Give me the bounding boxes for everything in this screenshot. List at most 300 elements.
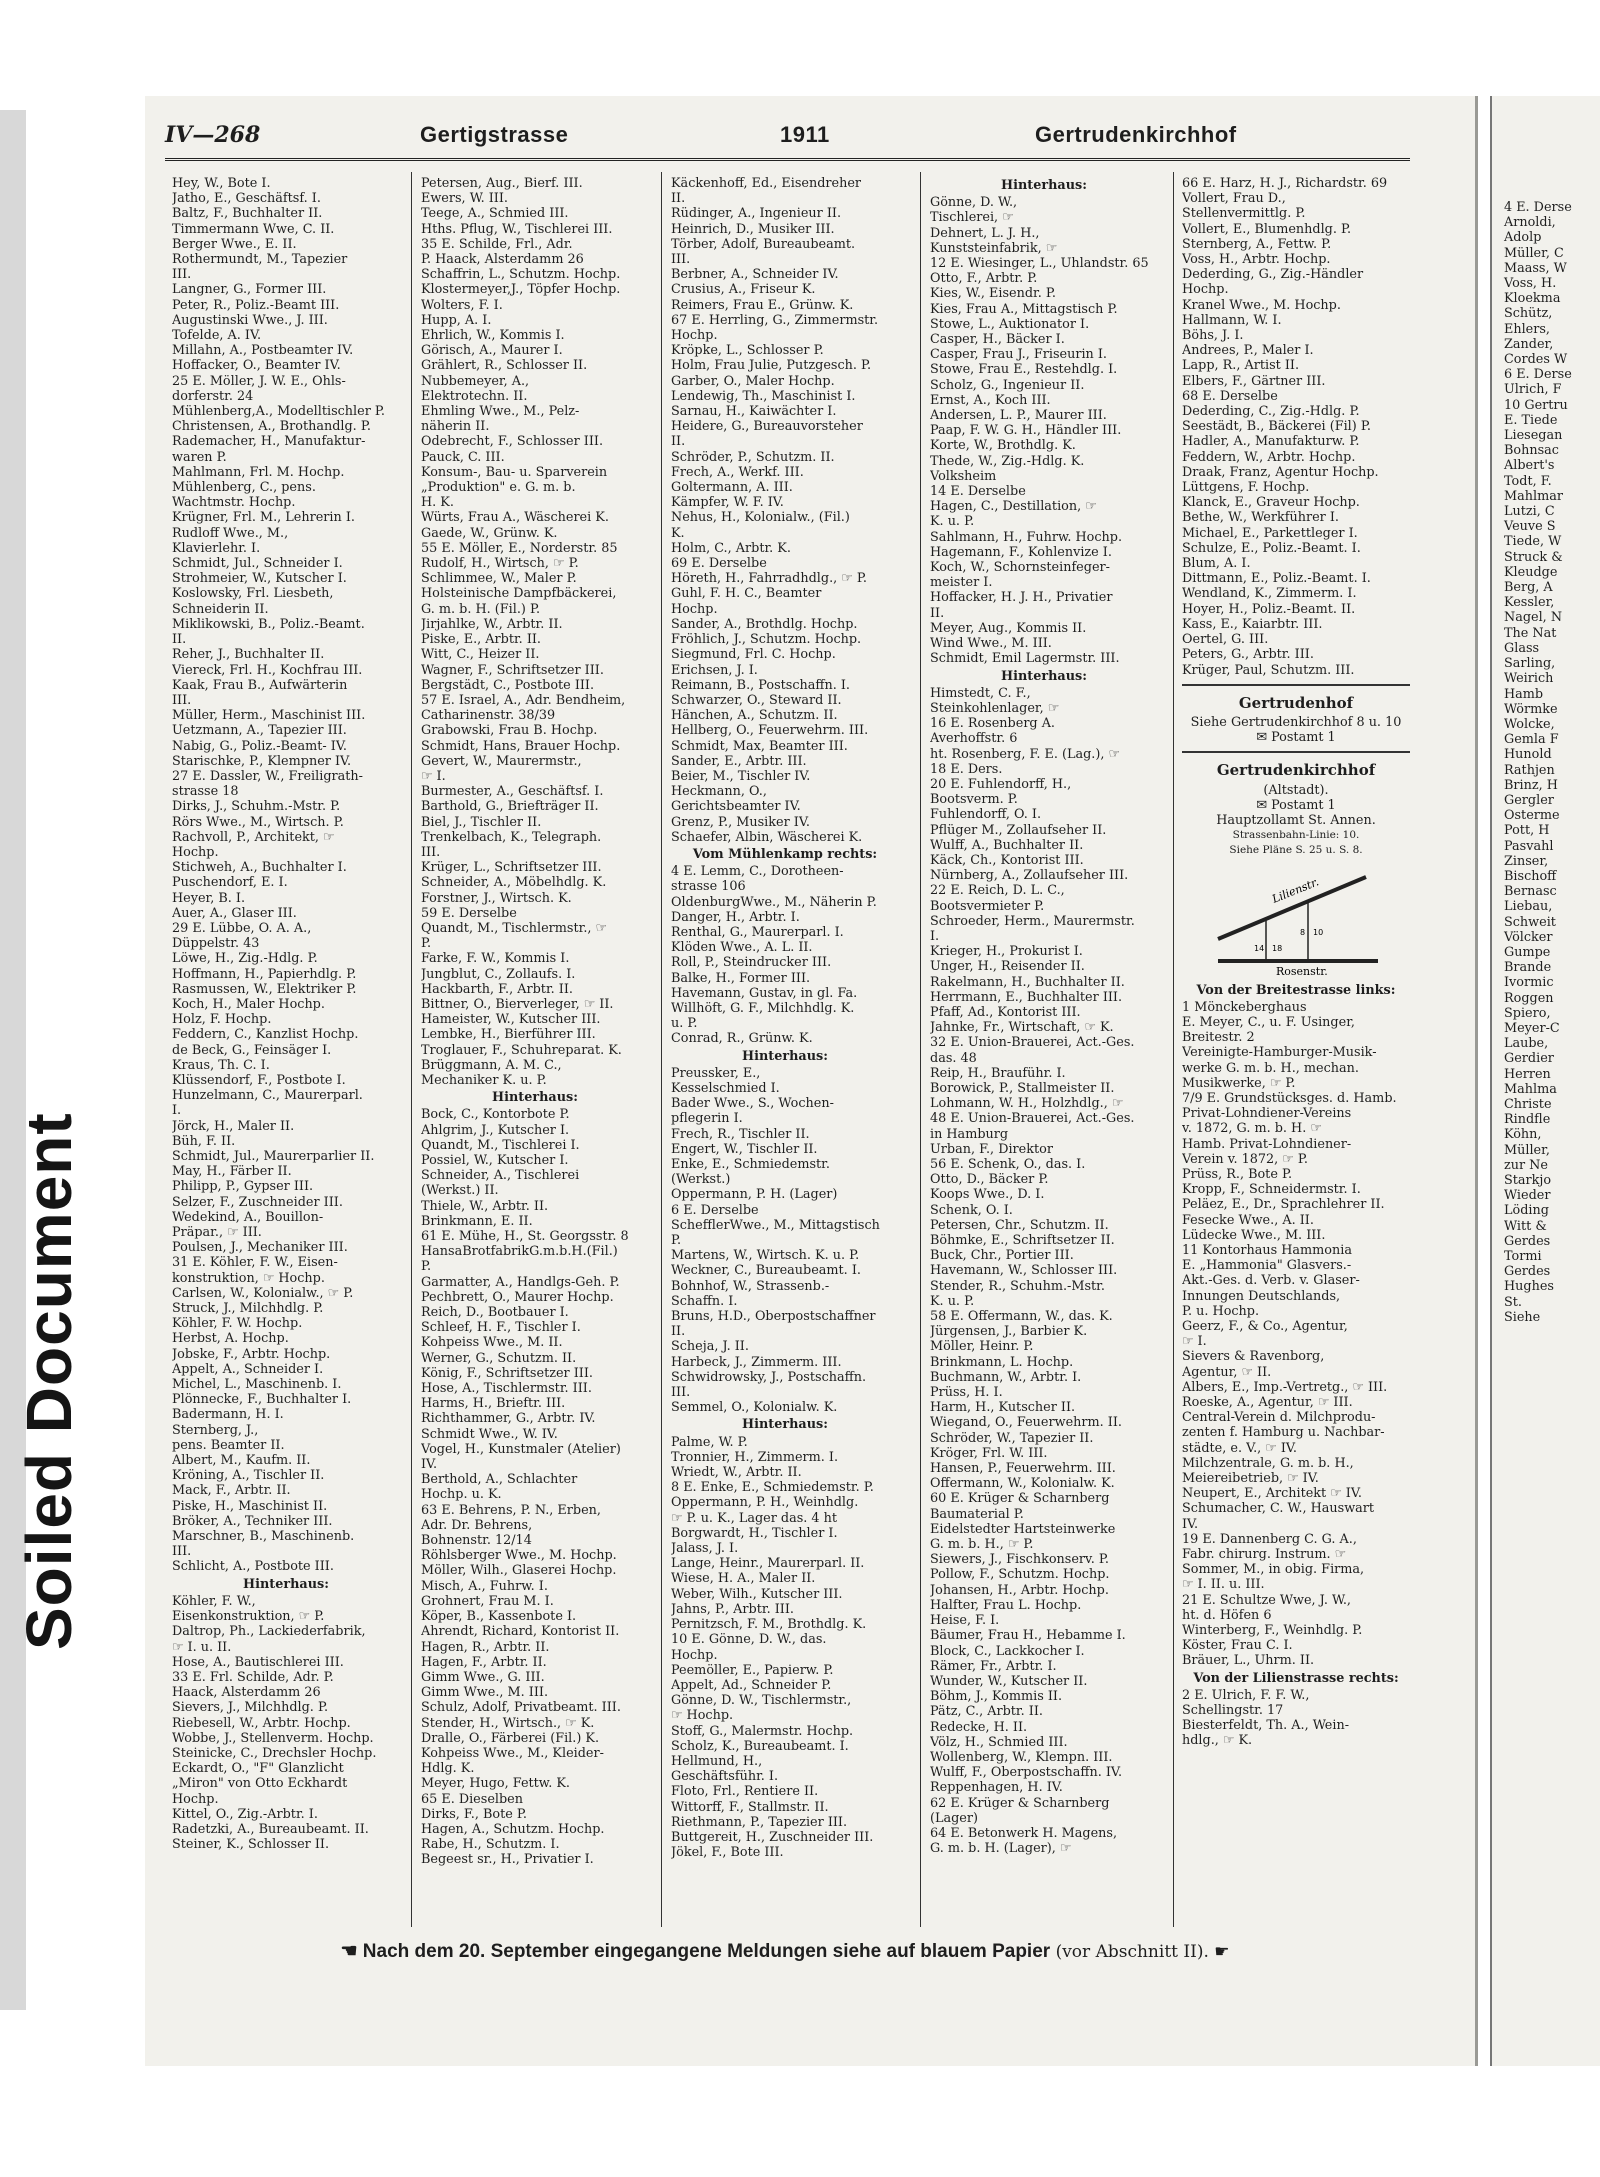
directory-entry: Schneider, A., Möbelhdlg. K. xyxy=(421,875,607,891)
next-page-fragment: Ehlers, xyxy=(1504,321,1551,337)
next-page-fragment: Zander, xyxy=(1504,336,1554,352)
directory-entry: Hochp. xyxy=(671,1647,718,1663)
next-page-fragment: Nagel, N xyxy=(1504,610,1563,626)
directory-entry: Böhs, J. I. xyxy=(1182,328,1244,344)
directory-entry: Borowick, P., Stallmeister II. xyxy=(930,1080,1115,1096)
directory-entry: Nehus, H., Kolonialw., (Fil.) xyxy=(671,510,850,526)
directory-entry: Schwarzer, O., Steward II. xyxy=(671,692,842,708)
next-page-fragment: Schütz, xyxy=(1504,306,1553,322)
next-page-fragment: Berg, A xyxy=(1504,580,1553,596)
next-page-fragment: Weirich xyxy=(1504,671,1554,687)
postamt-line: ✉ Postamt 1 xyxy=(1256,797,1336,813)
directory-entry: Himstedt, C. F., xyxy=(930,685,1031,701)
directory-entry: dorferstr. 24 xyxy=(172,388,254,404)
directory-entry: Reppenhagen, H. IV. xyxy=(930,1780,1063,1796)
directory-entry: Starischke, P., Klempner IV. xyxy=(172,753,352,769)
directory-entry: Kämpfer, W. F. IV. xyxy=(671,495,784,511)
directory-entry: Krieger, H., Prokurist I. xyxy=(930,944,1083,960)
column-rule xyxy=(411,172,412,1927)
directory-entry: Hänchen, A., Schutzm. II. xyxy=(671,708,838,724)
directory-entry: Stellenvermittlg. P. xyxy=(1182,206,1306,222)
year: 1911 xyxy=(780,122,830,147)
directory-entry: Akt.-Ges. d. Verb. v. Glaser- xyxy=(1182,1273,1360,1289)
directory-entry: Feddern, W., Arbtr. Hochp. xyxy=(1182,449,1356,465)
directory-entry: Heinrich, D., Musiker III. xyxy=(671,221,835,237)
directory-entry: Stichweh, A., Buchhalter I. xyxy=(172,860,347,876)
directory-entry: ☞ I. xyxy=(1182,1334,1207,1350)
directory-entry: Hallmann, W. I. xyxy=(1182,312,1282,328)
directory-entry: Mechaniker K. u. P. xyxy=(421,1072,547,1088)
column-2 xyxy=(421,176,649,1868)
street-map xyxy=(1196,865,1396,977)
directory-entry: Sander, A., Brothdlg. Hochp. xyxy=(671,616,858,632)
directory-entry: Ehrlich, W., Kommis I. xyxy=(421,328,565,344)
directory-entry: Schneiderin II. xyxy=(172,601,269,617)
directory-entry: III. xyxy=(421,844,441,860)
directory-entry: G. m. b. H., ☞ P. xyxy=(930,1537,1034,1553)
directory-entry: Hansen, P., Feuerwehrm. III. xyxy=(930,1461,1116,1477)
directory-entry: Christensen, A., Brothandlg. P. xyxy=(172,419,371,435)
directory-entry: Berbner, A., Schneider IV. xyxy=(671,267,839,283)
directory-entry: 69 E. Derselbe xyxy=(671,556,767,572)
next-page-fragment: Todt, F. xyxy=(1504,473,1552,489)
directory-entry: Wriedt, W., Arbtr. II. xyxy=(671,1465,802,1481)
directory-entry: Stowe, Frau E., Restehdlg. I. xyxy=(930,362,1118,378)
directory-entry: I. xyxy=(930,928,940,944)
page-number: IV—268 xyxy=(165,122,261,148)
directory-entry: Lapp, R., Artist II. xyxy=(1182,358,1300,374)
directory-entry: K. xyxy=(671,525,685,541)
directory-entry: Steinicke, C., Drechsler Hochp. xyxy=(172,1745,377,1761)
directory-entry: Kaak, Frau B., Aufwärterin xyxy=(172,677,348,693)
directory-entry: Erichsen, J. I. xyxy=(671,662,758,678)
next-page-fragment: Spiero, xyxy=(1504,1005,1551,1021)
directory-entry: Bader Wwe., S., Wochen- xyxy=(671,1096,834,1112)
directory-entry: 6 E. Derselbe xyxy=(671,1202,759,1218)
directory-entry: Kies, Frau A., Mittagstisch P. xyxy=(930,301,1118,317)
directory-entry: Hochp. xyxy=(172,1791,219,1807)
directory-entry: 63 E. Behrens, P. N., Erben, xyxy=(421,1502,601,1518)
directory-entry: Tofelde, A. IV. xyxy=(172,328,262,344)
directory-entry: Hameister, W., Kutscher III. xyxy=(421,1012,601,1028)
directory-entry: Siegmund, Frl. C. Hochp. xyxy=(671,647,836,663)
directory-entry: Klanck, E., Graveur Hochp. xyxy=(1182,495,1360,511)
directory-entry: 10 E. Gönne, D. W., das. xyxy=(671,1632,827,1648)
directory-entry: Casper, H., Bäcker I. xyxy=(930,332,1065,348)
directory-entry: Wunder, W., Kutscher II. xyxy=(930,1673,1088,1689)
next-page-fragment: Hunold xyxy=(1504,747,1552,763)
directory-entry: zenten f. Hamburg u. Nachbar- xyxy=(1182,1425,1385,1441)
next-page-fragment: Brinz, H xyxy=(1504,777,1558,793)
directory-entry: Holz, F. Hochp. xyxy=(172,1012,272,1028)
section-subheading: Hinterhaus: xyxy=(492,1090,578,1106)
directory-entry: Preussker, E., xyxy=(671,1065,761,1081)
directory-entry: Grohnert, Frau M. I. xyxy=(421,1593,554,1609)
directory-entry: Kohpeiss Wwe., M., Kleider- xyxy=(421,1745,604,1761)
next-page-fragment: Voss, H. xyxy=(1504,276,1557,292)
directory-entry: (Lager) xyxy=(930,1810,978,1826)
directory-entry: Pfaff, Ad., Kontorist III. xyxy=(930,1004,1081,1020)
directory-entry: Pauck, C. III. xyxy=(421,449,505,465)
directory-entry: Vereinigte-Hamburger-Musik- xyxy=(1182,1045,1377,1061)
gertrudenhof-postamt: ✉ Postamt 1 xyxy=(1256,730,1336,746)
directory-entry: Geerz, F., & Co., Agentur, xyxy=(1182,1319,1348,1334)
directory-entry: Lendewig, Th., Maschinist I. xyxy=(671,388,856,404)
directory-entry: näherin II. xyxy=(421,419,490,435)
directory-entry: Grenz, P., Musiker IV. xyxy=(671,814,810,830)
directory-entry: Johansen, H., Arbtr. Hochp. xyxy=(930,1582,1109,1598)
directory-entry: Fröhlich, J., Schutzm. Hochp. xyxy=(671,632,862,648)
house-number: 14 xyxy=(1254,943,1265,953)
directory-entry: Wulff, F., Oberpostschaffn. IV. xyxy=(930,1765,1123,1781)
directory-entry: Piske, H., Maschinist II. xyxy=(172,1498,328,1514)
directory-entry: 64 E. Betonwerk H. Magens, xyxy=(930,1825,1118,1841)
directory-entry: Urban, F., Direktor xyxy=(930,1141,1053,1157)
directory-entry: Reip, H., Brauführ. I. xyxy=(930,1065,1066,1081)
next-page-fragment: Liebau, xyxy=(1504,899,1553,915)
directory-entry: Klöden Wwe., A. L. II. xyxy=(671,940,813,956)
directory-entry: Schwidrowsky, J., Postschaffn. xyxy=(671,1369,867,1385)
column-3 xyxy=(671,176,899,1860)
directory-entry: Wittorff, F., Stallmstr. II. xyxy=(671,1799,829,1815)
directory-entry: Klostermeyer,J., Töpfer Hochp. xyxy=(421,282,621,298)
next-page-fragment: E. Tiede xyxy=(1504,412,1558,428)
directory-entry: Unger, H., Reisender II. xyxy=(930,959,1085,975)
directory-entry: Renthal, G., Maurerparl. I. xyxy=(671,924,844,940)
directory-entry: Lange, Heinr., Maurerparl. II. xyxy=(671,1556,865,1572)
next-page-fragment: Schweit xyxy=(1504,914,1556,930)
directory-entry: Jahnke, Fr., Wirtschaft, ☞ K. xyxy=(930,1020,1114,1036)
directory-entry: P. xyxy=(421,936,432,952)
directory-entry: ☞ I. xyxy=(421,768,446,784)
directory-entry: Pflüger M., Zollaufseher II. xyxy=(930,822,1107,838)
next-page-fragment: Müller, xyxy=(1504,1142,1550,1158)
directory-entry: Rabe, H., Schutzm. I. xyxy=(421,1837,560,1853)
directory-entry: Schmidt, Jul., Schneider I. xyxy=(172,556,343,572)
directory-entry: Harms, H., Brieftr. III. xyxy=(421,1396,566,1412)
house-number: 8 xyxy=(1300,927,1306,937)
directory-entry: Krügner, Frl. M., Lehrerin I. xyxy=(172,510,355,526)
directory-entry: Grabowski, Frau B. Hochp. xyxy=(421,723,598,739)
directory-entry: II. xyxy=(172,632,187,648)
directory-entry: Augustinski Wwe., J. III. xyxy=(172,312,328,328)
directory-entry: Pollow, F., Schutzm. Hochp. xyxy=(930,1567,1110,1583)
directory-entry: Begeest sr., H., Privatier I. xyxy=(421,1852,594,1868)
directory-entry: 62 E. Krüger & Scharnberg xyxy=(930,1795,1110,1811)
directory-entry: IV. xyxy=(421,1457,438,1473)
next-page-fragment: Roggen xyxy=(1504,990,1554,1006)
directory-entry: Winterberg, F., Weinhdlg. P. xyxy=(1182,1623,1363,1639)
directory-entry: ht. d. Höfen 6 xyxy=(1182,1607,1272,1623)
directory-entry: Schulz, Adolf, Privatbeamt. III. xyxy=(421,1700,621,1716)
directory-entry: Teege, A., Schmied III. xyxy=(421,206,569,222)
directory-entry: 18 E. Ders. xyxy=(930,761,1003,777)
directory-entry: werke G. m. b. H., mechan. xyxy=(1182,1060,1359,1076)
directory-entry: Wulff, A., Buchhalter II. xyxy=(930,837,1084,853)
directory-entry: Engert, W., Tischler II. xyxy=(671,1141,818,1157)
directory-entry: Radetzki, A., Bureaubeamt. II. xyxy=(172,1821,369,1837)
directory-entry: Blum, A. I. xyxy=(1182,556,1251,572)
directory-entry: 66 E. Harz, H. J., Richardstr. 69 xyxy=(1182,176,1388,191)
directory-entry: städte, e. V., ☞ IV. xyxy=(1182,1440,1297,1456)
directory-entry: Hochp. u. K. xyxy=(421,1487,502,1503)
directory-entry: Hoyer, H., Poliz.-Beamt. II. xyxy=(1182,601,1356,617)
directory-entry: Krüger, Paul, Schutzm. III. xyxy=(1182,662,1355,678)
next-page-fragment: Gerdes xyxy=(1504,1264,1551,1280)
directory-entry: Jahns, P., Arbtr. III. xyxy=(671,1601,794,1617)
lilienstr-label: Lilienstr. xyxy=(1270,874,1321,906)
directory-entry: Biel, J., Tischler II. xyxy=(421,814,542,830)
directory-entry: Andersen, L. P., Maurer III. xyxy=(930,408,1107,424)
directory-entry: Strohmeier, W., Kutscher I. xyxy=(172,571,347,587)
directory-entry: II. xyxy=(671,191,686,207)
next-page-fragment: Gumpe xyxy=(1504,944,1551,960)
next-page-fragment: Müller, C xyxy=(1504,245,1564,261)
directory-entry: Jirjahlke, W., Arbtr. II. xyxy=(421,616,563,632)
directory-entry: Buttgereit, H., Zuschneider III. xyxy=(671,1829,874,1845)
directory-entry: Prüss, H. I. xyxy=(930,1385,1003,1401)
directory-entry: Frech, R., Tischler II. xyxy=(671,1126,810,1142)
directory-entry: Hose, A., Tischlermstr. III. xyxy=(421,1381,592,1397)
directory-entry: Reimann, B., Postschaffn. I. xyxy=(671,677,850,693)
directory-entry: Mack, F., Arbtr. II. xyxy=(172,1483,291,1499)
directory-entry: 11 Kontorhaus Hammonia xyxy=(1182,1242,1352,1258)
directory-entry: Marschner, B., Maschinenb. xyxy=(172,1529,355,1545)
directory-entry: Oppermann, P. H. (Lager) xyxy=(671,1187,838,1203)
directory-entry: Schröder, W., Tapezier II. xyxy=(930,1430,1094,1446)
next-page-fragment: Kessler, xyxy=(1504,595,1555,611)
directory-entry: Peläez, E., Dr., Sprachlehrer II. xyxy=(1182,1197,1385,1213)
directory-entry: Wachtmstr. Hochp. xyxy=(172,495,296,511)
directory-entry: Thede, W., Zig.-Hdlg. K. xyxy=(930,453,1085,469)
directory-entry: Scholz, K., Bureaubeamt. I. xyxy=(671,1738,849,1754)
left-street-title: Gertigstrasse xyxy=(420,122,569,147)
next-page-edge xyxy=(1490,96,1600,2066)
directory-entry: Reimers, Frau E., Grünw. K. xyxy=(671,297,854,313)
directory-entry: Gimm Wwe., G. III. xyxy=(421,1669,545,1685)
directory-entry: Stender, R., Schuhm.-Mstr. xyxy=(930,1278,1105,1294)
directory-entry: pens. Beamter II. xyxy=(172,1437,285,1453)
directory-entry: Steinkohlenlager, ☞ xyxy=(930,700,1060,716)
directory-entry: Schenk, O. I. xyxy=(930,1202,1013,1218)
directory-entry: Appelt, Ad., Schneider P. xyxy=(671,1677,832,1693)
directory-entry: Hunzelmann, C., Maurerparl. xyxy=(172,1088,363,1104)
directory-entry: Schaefer, Albin, Wäscherei K. xyxy=(671,829,863,845)
next-page-fragment: Struck & xyxy=(1504,549,1563,565)
directory-entry: Wolters, F. I. xyxy=(421,297,503,313)
directory-entry: Hochp. xyxy=(671,601,718,617)
directory-entry: Elektrotechn. II. xyxy=(421,388,528,404)
directory-entry: Schumacher, C. W., Hauswart xyxy=(1182,1501,1375,1517)
directory-entry: Hochp. xyxy=(671,328,718,344)
directory-entry: Baumaterial P. xyxy=(930,1506,1024,1522)
next-page-fragment: 6 E. Derse xyxy=(1504,367,1572,383)
directory-entry: 57 E. Israel, A., Adr. Bendheim, xyxy=(421,692,626,708)
directory-entry: Selzer, F., Zuschneider III. xyxy=(172,1194,343,1210)
directory-entry: Balke, H., Former III. xyxy=(671,970,811,986)
directory-entry: III. xyxy=(671,1385,691,1401)
directory-entry: 8 E. Enke, E., Schmiedemstr. P. xyxy=(671,1480,874,1496)
directory-entry: Schröder, P., Schutzm. II. xyxy=(671,449,835,465)
directory-entry: Beier, M., Tischler IV. xyxy=(671,768,811,784)
directory-entry: Daltrop, Ph., Lackiederfabrik, xyxy=(172,1624,366,1640)
directory-entry: Wiese, H. A., Maler II. xyxy=(671,1571,816,1587)
directory-entry: 59 E. Derselbe xyxy=(421,905,517,921)
directory-entry: Rüdinger, A., Ingenieur II. xyxy=(671,206,842,222)
directory-entry: Berger Wwe., E. II. xyxy=(172,236,297,252)
directory-entry: Dederding, C., Zig.-Hdlg. P. xyxy=(1182,404,1360,420)
next-page-fragment: Starkjo xyxy=(1504,1173,1552,1188)
gertrudenhof-title: Gertrudenhof xyxy=(1238,693,1354,712)
directory-entry: May, H., Färber II. xyxy=(172,1164,292,1180)
directory-entry: Röhlsberger Wwe., M. Hochp. xyxy=(421,1548,617,1564)
directory-entry: 67 E. Herrling, G., Zimmermstr. xyxy=(671,312,879,328)
directory-entry: Berthold, A., Schlachter xyxy=(421,1472,578,1488)
directory-entry: Löwe, H., Zig.-Hdlg. P. xyxy=(172,951,318,967)
directory-entry: Weckner, C., Bureaubeamt. I. xyxy=(671,1263,861,1279)
directory-entry: 60 E. Krüger & Scharnberg xyxy=(930,1491,1110,1507)
directory-entry: Milchzentrale, G. m. b. H., xyxy=(1182,1455,1354,1471)
directory-entry: ☞ P. u. K., Lager das. 4 ht xyxy=(671,1510,838,1526)
directory-entry: Rothermundt, M., Tapezier xyxy=(172,252,348,268)
directory-entry: Enke, E., Schmiedemstr. xyxy=(671,1157,830,1172)
directory-entry: Rämer, Fr., Arbtr. I. xyxy=(930,1658,1057,1674)
divider xyxy=(1182,684,1410,686)
next-page-fragment: Brande xyxy=(1504,960,1552,976)
directory-entry: Gaede, W., Grünw. K. xyxy=(421,525,558,541)
directory-entry: Steiner, K., Schlosser II. xyxy=(172,1837,330,1853)
directory-entry: Meiereibetrieb, ☞ IV. xyxy=(1182,1471,1319,1487)
next-page-fragment: Rindfle xyxy=(1504,1112,1551,1128)
directory-entry: G. m. b. H. (Lager), ☞ xyxy=(930,1841,1072,1857)
directory-entry: Buchmann, W., Arbtr. I. xyxy=(930,1369,1082,1385)
directory-entry: das. 48 xyxy=(930,1050,977,1066)
directory-entry: Gönne, D. W., xyxy=(930,195,1018,211)
directory-entry: Meyer, Hugo, Fettw. K. xyxy=(421,1776,570,1792)
directory-entry: Viereck, Frl. H., Kochfrau III. xyxy=(172,662,363,678)
directory-entry: Michel, L., Maschinenb. I. xyxy=(172,1377,342,1393)
directory-entry: Gimm Wwe., M. III. xyxy=(421,1685,549,1701)
directory-entry: Köster, Frau C. I. xyxy=(1182,1638,1293,1654)
directory-entry: Heise, F. I. xyxy=(930,1613,1000,1629)
directory-entry: meister I. xyxy=(930,575,993,591)
directory-entry: 32 E. Union-Brauerei, Act.-Ges. xyxy=(930,1035,1135,1051)
directory-entry: Peemöller, E., Papierw. P. xyxy=(671,1662,834,1678)
directory-entry: Langner, G., Former III. xyxy=(172,282,327,298)
directory-entry: Schmidt Wwe., W. IV. xyxy=(421,1426,558,1442)
column-1 xyxy=(172,176,400,1852)
directory-entry: Roll, P., Steindrucker III. xyxy=(671,955,832,971)
directory-entry: Kranel Wwe., M. Hochp. xyxy=(1182,297,1341,313)
directory-entry: strasse 106 xyxy=(671,879,746,895)
directory-entry: Bräuer, L., Uhrm. II. xyxy=(1182,1653,1315,1669)
directory-entry: Hoffmann, H., Papierhdlg. P. xyxy=(172,966,357,982)
directory-entry: Hoffacker, O., Beamter IV. xyxy=(172,358,341,374)
directory-entry: Nürnberg, A., Zollaufseher III. xyxy=(930,868,1129,884)
next-page-fragment: Bohnsac xyxy=(1504,443,1559,459)
directory-entry: OldenburgWwe., M., Näherin P. xyxy=(671,894,877,910)
gertrudenkirchhof-sub: (Altstadt). xyxy=(1263,782,1329,798)
directory-entry: Hdlg. K. xyxy=(421,1761,475,1777)
directory-entry: Otto, F., Arbtr. P. xyxy=(930,271,1038,287)
directory-entry: Trenkelbach, K., Telegraph. xyxy=(421,829,602,845)
directory-entry: Agentur, ☞ II. xyxy=(1182,1364,1272,1380)
directory-entry: Klavierlehr. I. xyxy=(172,540,261,556)
directory-entry: Possiel, W., Kutscher I. xyxy=(421,1153,569,1168)
directory-entry: v. 1872, G. m. b. H. ☞ xyxy=(1182,1121,1322,1137)
directory-entry: Burmester, A., Geschäftsf. I. xyxy=(421,784,604,800)
directory-entry: Jungblut, C., Zollaufs. I. xyxy=(421,966,576,982)
directory-entry: HansaBrotfabrikG.m.b.H.(Fil.) xyxy=(421,1244,618,1260)
directory-entry: Käckenhoff, Ed., Eisendreher xyxy=(671,176,862,191)
directory-entry: Kesselschmied I. xyxy=(671,1080,780,1096)
directory-entry: Havemann, Gustav, in gl. Fa. xyxy=(671,985,858,1001)
directory-entry: Tischlerei, ☞ xyxy=(930,210,1014,226)
directory-entry: Holsteinische Dampfbäckerei, xyxy=(421,586,617,602)
directory-entry: Harbeck, J., Zimmerm. III. xyxy=(671,1354,842,1370)
directory-entry: Stender, H., Wirtsch., ☞ K. xyxy=(421,1715,595,1731)
directory-entry: Carlsen, W., Kolonialw., ☞ P. xyxy=(172,1285,354,1301)
directory-entry: „Produktion" e. G. m. b. xyxy=(421,480,576,496)
directory-entry: Möller, Wilh., Glaserei Hochp. xyxy=(421,1563,617,1579)
directory-entry: Andrees, P., Maler I. xyxy=(1182,343,1314,359)
next-page-fragment: Adolp xyxy=(1504,230,1542,246)
directory-entry: Kröger, Frl. W. III. xyxy=(930,1445,1048,1461)
section-subheading: Hinterhaus: xyxy=(1001,178,1087,193)
next-page-fragment: Arnoldi, xyxy=(1504,215,1556,231)
directory-entry: 58 E. Offermann, W., das. K. xyxy=(930,1309,1113,1325)
directory-entry: Jalass, J. I. xyxy=(671,1541,739,1557)
directory-entry: IV. xyxy=(1182,1516,1199,1532)
directory-entry: 31 E. Köhler, F. W., Eisen- xyxy=(172,1255,338,1271)
directory-entry: Catharinenstr. 38/39 xyxy=(421,708,556,724)
directory-entry: Wobbe, J., Stellenverm. Hochp. xyxy=(172,1730,374,1746)
directory-entry: Oertel, G. III. xyxy=(1182,632,1269,648)
directory-entry: Reher, J., Buchhalter II. xyxy=(172,647,325,663)
directory-entry: Sievers, J., Milchhdlg. P. xyxy=(172,1700,329,1716)
directory-entry: Garmatter, A., Handlgs-Geh. P. xyxy=(421,1274,620,1290)
directory-entry: Puschendorf, E. I. xyxy=(172,875,288,891)
next-page-fragment: Bischoff xyxy=(1504,868,1557,884)
directory-entry: 20 E. Fuhlendorff, H., xyxy=(930,776,1072,792)
next-page-fragment: Osterme xyxy=(1504,808,1560,824)
directory-entry: Mahlmann, Frl. M. Hochp. xyxy=(172,464,345,480)
directory-entry: Hellberg, O., Feuerwehrm. III. xyxy=(671,723,869,739)
directory-entry: Kröning, A., Tischler II. xyxy=(172,1468,325,1484)
directory-entry: Auer, A., Glaser III. xyxy=(172,905,297,921)
directory-entry: Harm, H., Kutscher II. xyxy=(930,1400,1076,1416)
directory-entry: Hochp. xyxy=(1182,282,1229,298)
directory-entry: Nabig, G., Poliz.-Beamt- IV. xyxy=(172,738,347,754)
directory-entry: 27 E. Dassler, W., Freiligrath- xyxy=(172,768,363,784)
next-page-fragment: Liesegan xyxy=(1504,428,1563,444)
directory-entry: Ehmling Wwe., M., Pelz- xyxy=(421,404,580,420)
directory-entry: Struck, J., Milchhdlg. P. xyxy=(172,1301,324,1317)
directory-entry: Guhl, F. H. C., Beamter xyxy=(671,586,822,602)
directory-entry: Floto, Frl., Rentiere II. xyxy=(671,1784,819,1800)
page-header xyxy=(165,118,1410,161)
footer-notice xyxy=(200,1940,1370,1970)
directory-entry: Fuhlendorff, O. I. xyxy=(930,807,1042,823)
directory-entry: Bohnhof, W., Strassenb.- xyxy=(671,1278,830,1294)
directory-entry: Nubbemeyer, A., xyxy=(421,373,530,389)
divider xyxy=(1182,751,1410,753)
next-page-fragment: 10 Gertru xyxy=(1504,397,1568,413)
directory-entry: Kunststeinfabrik, ☞ xyxy=(930,240,1058,256)
directory-entry: Rademacher, H., Manufaktur- xyxy=(172,434,366,450)
directory-entry: Schmidt, Emil Lagermstr. III. xyxy=(930,651,1120,667)
next-page-fragment: Löding xyxy=(1504,1203,1549,1219)
